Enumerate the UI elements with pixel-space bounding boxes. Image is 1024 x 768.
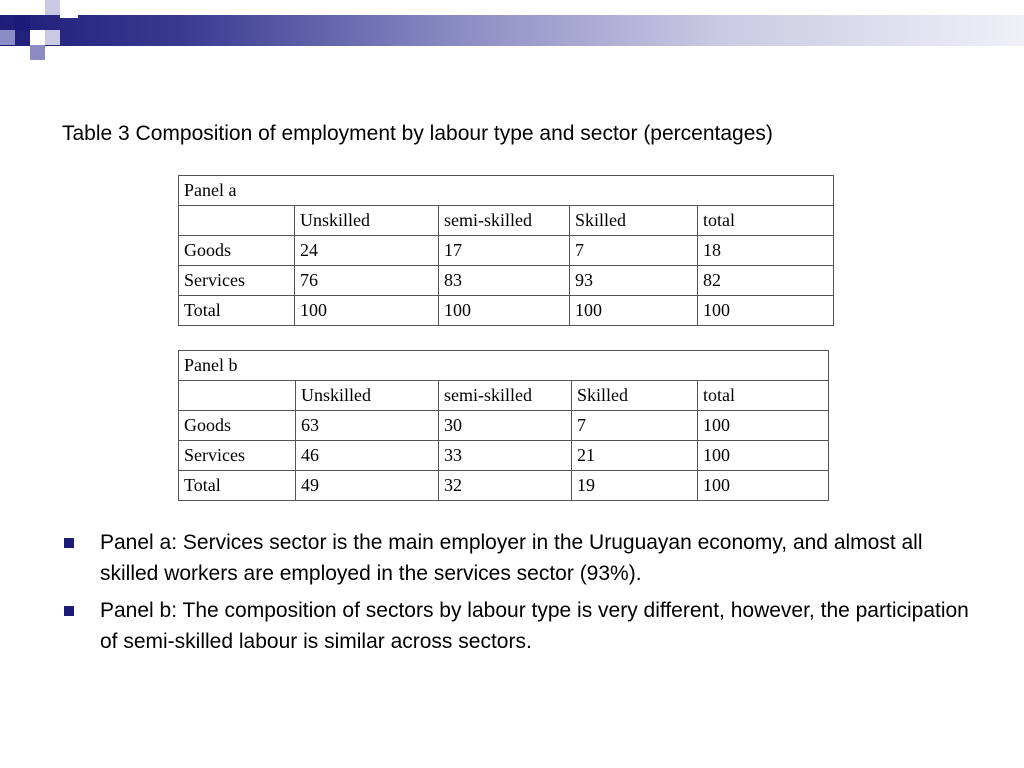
decor-square bbox=[0, 30, 15, 45]
header-cell: semi-skilled bbox=[439, 381, 572, 411]
table-cell: 49 bbox=[296, 471, 439, 501]
table-cell: 82 bbox=[698, 266, 834, 296]
table-cell: 100 bbox=[698, 296, 834, 326]
table-cell: 100 bbox=[698, 471, 829, 501]
bullet-list bbox=[62, 527, 982, 663]
table-cell: 21 bbox=[572, 441, 698, 471]
table-row bbox=[179, 266, 834, 296]
table-cell: 32 bbox=[439, 471, 572, 501]
table-cell: 63 bbox=[296, 411, 439, 441]
table-row bbox=[179, 296, 834, 326]
panel-b-table bbox=[178, 350, 829, 501]
panel-label: Panel a bbox=[179, 176, 834, 206]
panel-a-table bbox=[178, 175, 834, 326]
table-cell: 18 bbox=[698, 236, 834, 266]
bullet-text: Panel a: Services sector is the main employer in the Uruguayan economy, and almost all skilled workers are employed in the services sector (93%). bbox=[100, 531, 923, 585]
panel-label: Panel b bbox=[179, 351, 829, 381]
decor-square bbox=[45, 0, 60, 15]
header-cell: Skilled bbox=[570, 206, 698, 236]
table-cell: 100 bbox=[295, 296, 439, 326]
header-band bbox=[0, 15, 1024, 46]
header-cell: total bbox=[698, 381, 829, 411]
decor-square bbox=[30, 45, 45, 60]
table-cell: 33 bbox=[439, 441, 572, 471]
table-cell: 100 bbox=[698, 441, 829, 471]
decor-square bbox=[30, 30, 45, 45]
table-cell: 100 bbox=[439, 296, 570, 326]
header-cell: Unskilled bbox=[295, 206, 439, 236]
decor-square bbox=[45, 30, 60, 45]
table-cell: 46 bbox=[296, 441, 439, 471]
decor-square bbox=[0, 0, 15, 15]
table-row bbox=[179, 441, 829, 471]
row-label: Goods bbox=[179, 411, 296, 441]
row-label: Services bbox=[179, 441, 296, 471]
square-bullet-icon bbox=[64, 606, 74, 616]
row-label: Services bbox=[179, 266, 295, 296]
header-cell: semi-skilled bbox=[439, 206, 570, 236]
table-cell: 19 bbox=[572, 471, 698, 501]
table-row bbox=[179, 236, 834, 266]
header-cell bbox=[179, 381, 296, 411]
table-cell: 83 bbox=[439, 266, 570, 296]
table-cell: 100 bbox=[698, 411, 829, 441]
table-cell: 76 bbox=[295, 266, 439, 296]
header-cell bbox=[179, 206, 295, 236]
table-row bbox=[179, 411, 829, 441]
table-header-row bbox=[179, 381, 829, 411]
decor-square bbox=[15, 15, 30, 30]
decor-square bbox=[60, 0, 78, 18]
table-row bbox=[179, 471, 829, 501]
header-cell: total bbox=[698, 206, 834, 236]
table-cell: 7 bbox=[572, 411, 698, 441]
table-cell: 30 bbox=[439, 411, 572, 441]
table-cell: 93 bbox=[570, 266, 698, 296]
bullet-item bbox=[62, 595, 982, 657]
header-cell: Unskilled bbox=[296, 381, 439, 411]
table-cell: 7 bbox=[570, 236, 698, 266]
header-cell: Skilled bbox=[572, 381, 698, 411]
table-header-row bbox=[179, 206, 834, 236]
row-label: Total bbox=[179, 296, 295, 326]
row-label: Total bbox=[179, 471, 296, 501]
table-row bbox=[179, 351, 829, 381]
square-bullet-icon bbox=[64, 538, 74, 548]
table-cell: 17 bbox=[439, 236, 570, 266]
row-label: Goods bbox=[179, 236, 295, 266]
bullet-item bbox=[62, 527, 982, 589]
table-cell: 100 bbox=[570, 296, 698, 326]
bullet-text: Panel b: The composition of sectors by labour type is very different, however, the participation of semi-skilled labour is similar across sectors. bbox=[100, 599, 969, 653]
table-row bbox=[179, 176, 834, 206]
slide-title: Table 3 Composition of employment by labour type and sector (percentages) bbox=[62, 122, 773, 145]
table-cell: 24 bbox=[295, 236, 439, 266]
